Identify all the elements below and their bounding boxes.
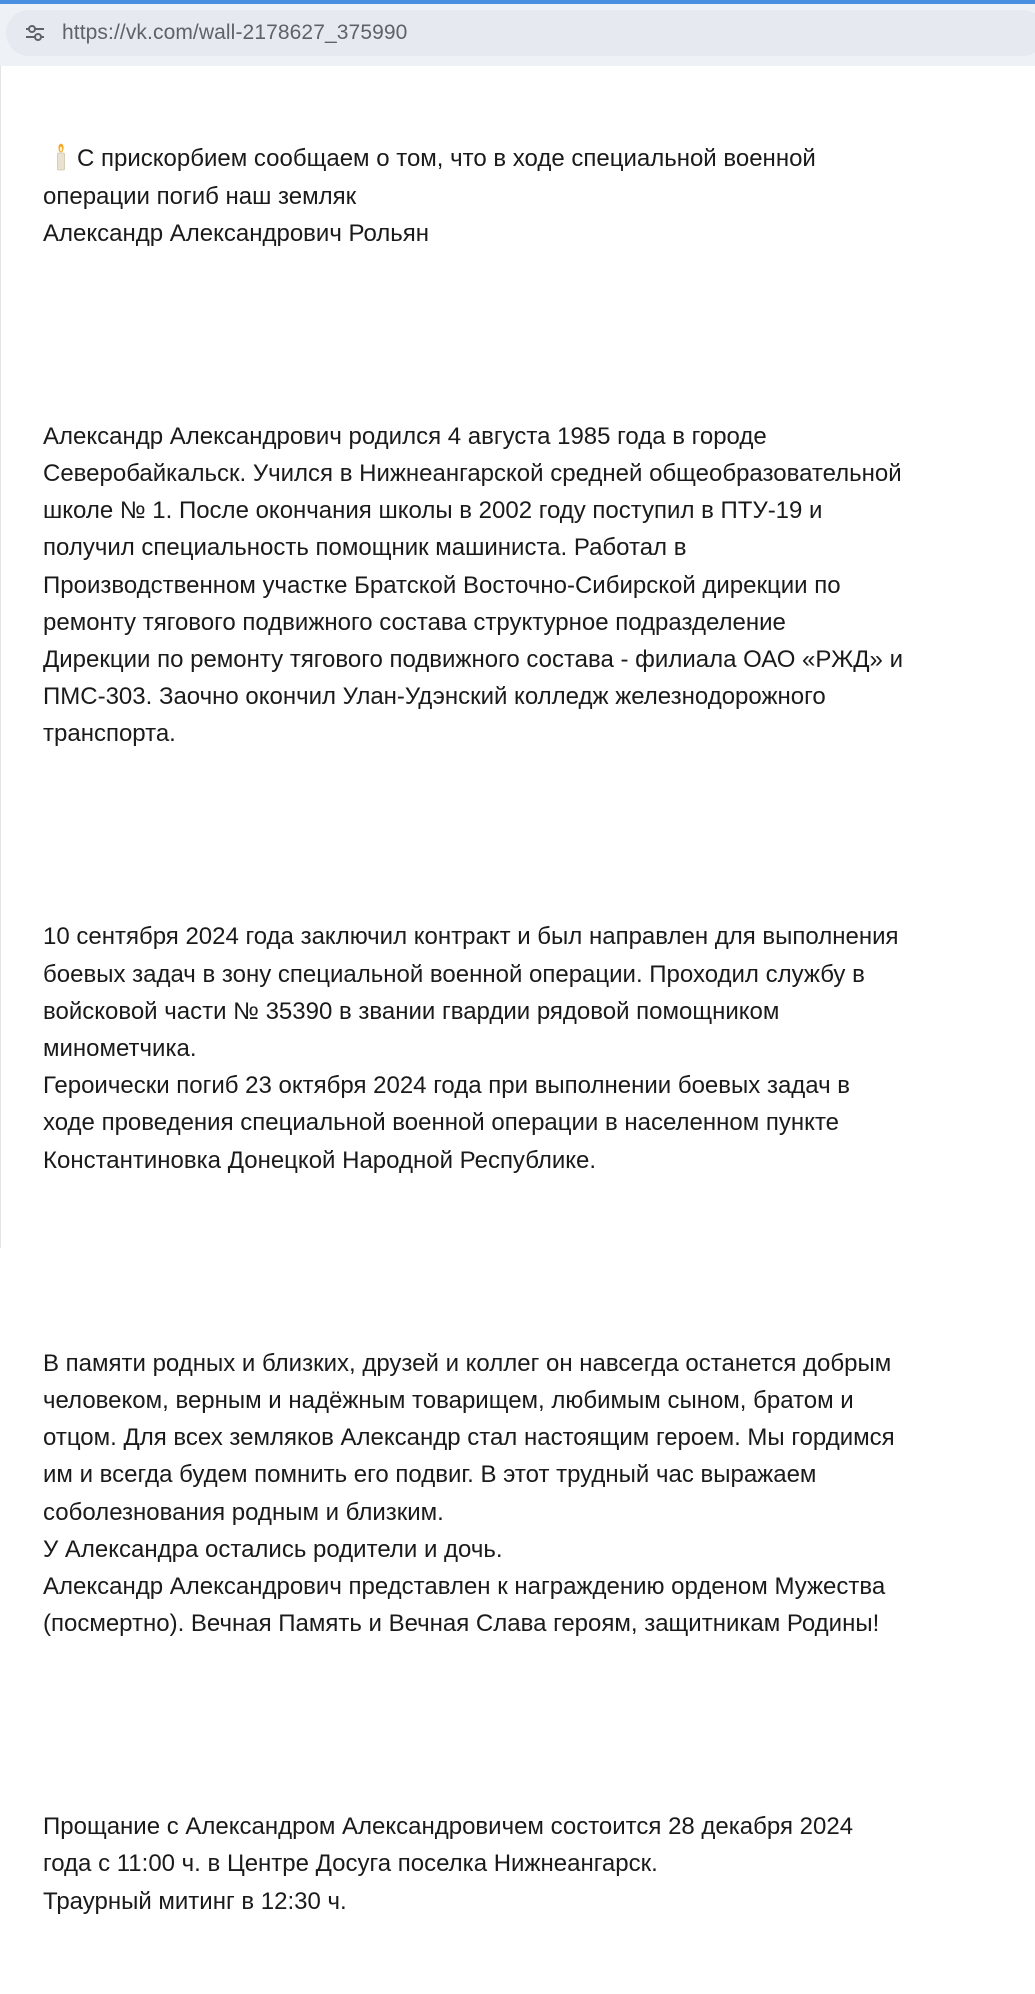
text-line: (посмертно). Вечная Память и Вечная Слава героям, защитникам Родины! <box>43 1610 880 1638</box>
text-line: школе № 1. После окончания школы в 2002 году поступил в ПТУ-19 и <box>43 497 823 525</box>
text-line: 10 сентября 2024 года заключил контракт и был направлен для выполнения <box>43 923 899 951</box>
url-text[interactable]: https://vk.com/wall-2178627_375990 <box>62 21 408 44</box>
text-line: Александр Александрович родился 4 августа 1985 года в городе <box>43 422 767 450</box>
text-line: транспорта. <box>43 720 176 748</box>
text-line: человеком, верным и надёжным товарищем, любимым сыном, братом и <box>43 1386 854 1414</box>
text-line: Александр Александрович Рольян <box>43 219 430 247</box>
text-line: им и всегда будем помнить его подвиг. В этот трудный час выражаем <box>43 1461 817 1489</box>
text-line: боевых задач в зону специальной военной операции. Проходил службу в <box>43 960 865 988</box>
text-line: операции погиб наш земляк <box>43 182 357 210</box>
text-line: Прощание с Александром Александровичем состоится 28 декабря 2024 <box>43 1813 854 1841</box>
text-line: В памяти родных и близких, друзей и коллег он навсегда останется добрым <box>43 1349 892 1377</box>
post-content <box>0 66 1035 1915</box>
text-line: Героически погиб 23 октября 2024 года при выполнении боевых задач в <box>43 1072 851 1100</box>
paragraph-farewell <box>43 1808 1033 1920</box>
post-text <box>43 66 1033 1994</box>
text-line: У Александра остались родители и дочь. <box>43 1535 503 1563</box>
text-line: Траурный митинг в 12:30 ч. <box>43 1887 347 1915</box>
text-line: Александр Александрович представлен к награждению орденом Мужества <box>43 1572 886 1600</box>
text-line: ПМС-303. Заочно окончил Улан-Удэнский колледж железнодорожного <box>43 683 826 711</box>
text-line: Северобайкальск. Учился в Нижнеангарской средней общеобразовательной <box>43 460 902 488</box>
text-line: года с 11:00 ч. в Центре Досуга поселка Нижнеангарск. <box>43 1850 658 1878</box>
paragraph-service <box>43 918 1033 1178</box>
text-line: ремонту тягового подвижного состава структурное подразделение <box>43 608 786 636</box>
site-info-icon[interactable] <box>24 23 46 43</box>
text-line: Константиновка Донецкой Народной Республике. <box>43 1146 597 1174</box>
candle-icon <box>51 143 71 171</box>
text-line: Дирекции по ремонту тягового подвижного состава - филиала ОАО «РЖД» и <box>43 646 903 674</box>
text-line <box>43 140 1033 177</box>
loading-accent-line <box>0 0 1035 4</box>
text-line: Производственном участке Братской Восточно-Сибирской дирекции по <box>43 571 841 599</box>
paragraph-memory <box>43 1345 1033 1643</box>
text-line: ходе проведения специальной военной операции в населенном пункте <box>43 1109 840 1137</box>
paragraph-biography <box>43 418 1033 753</box>
text-line: соболезнования родным и близким. <box>43 1498 444 1526</box>
browser-toolbar <box>0 0 1035 66</box>
text-line-content: С прискорбием сообщаем о том, что в ходе специальной военной <box>77 145 816 173</box>
paragraph-announcement <box>43 140 1033 252</box>
text-line: минометчика. <box>43 1035 197 1063</box>
text-line: войсковой части № 35390 в звании гвардии рядовой помощником <box>43 997 780 1025</box>
text-line: получил специальность помощник машиниста. Работал в <box>43 534 687 562</box>
address-bar[interactable] <box>6 10 1035 56</box>
text-line: отцом. Для всех земляков Александр стал настоящим героем. Мы гордимся <box>43 1424 895 1452</box>
